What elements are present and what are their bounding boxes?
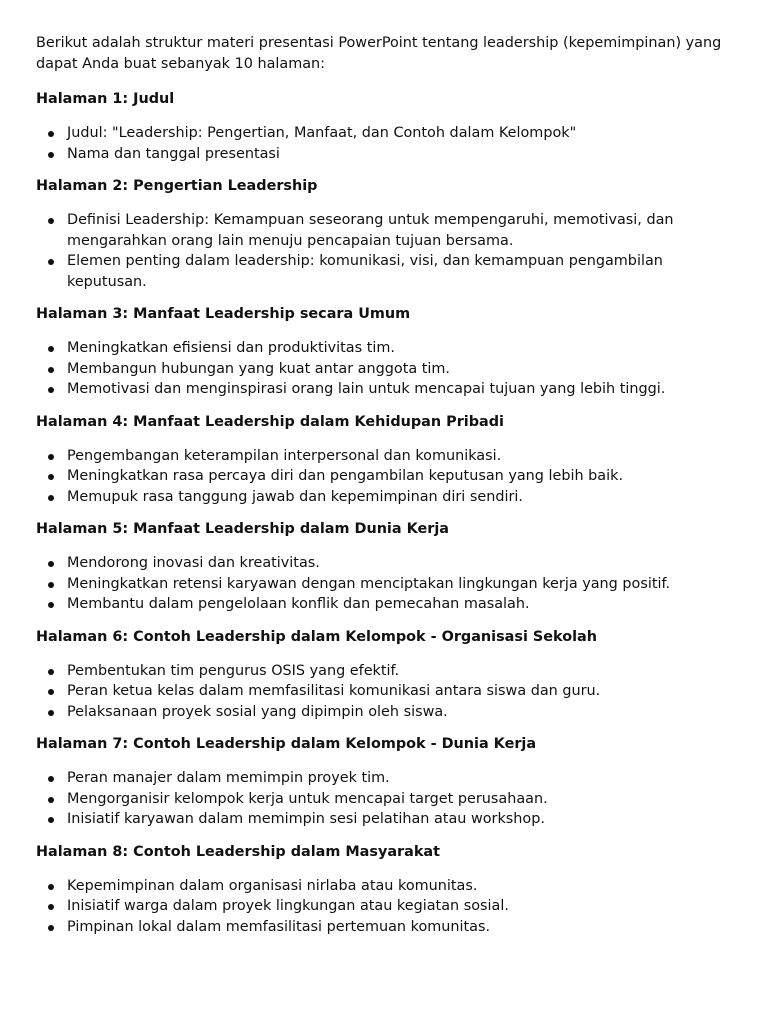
bullet-icon <box>48 561 54 567</box>
bullet-icon <box>48 454 54 460</box>
bullet-icon <box>48 797 54 803</box>
section-5 <box>36 519 732 615</box>
bullet-icon <box>48 495 54 501</box>
list-item <box>36 681 732 702</box>
list-item <box>36 144 732 165</box>
list-item-text: Definisi Leadership: Kemampuan seseorang untuk mempengaruhi, memotivasi, dan mengarahkan orang lain menuju pencapaian tujuan bersama. <box>67 212 674 249</box>
list-item <box>36 876 732 897</box>
bullet-icon <box>48 710 54 716</box>
section-title: Halaman 2: Pengertian Leadership <box>36 178 318 194</box>
list-item <box>36 359 732 380</box>
list-item-text: Pelaksanaan proyek sosial yang dipimpin oleh siswa. <box>67 703 448 720</box>
section-title: Halaman 6: Contoh Leadership dalam Kelompok - Organisasi Sekolah <box>36 628 597 645</box>
list-item <box>36 210 732 251</box>
bullet-icon <box>48 776 54 782</box>
section-title: Halaman 3: Manfaat Leadership secara Umum <box>36 306 411 322</box>
section-title: Halaman 7: Contoh Leadership dalam Kelompok - Dunia Kerja <box>36 736 537 752</box>
bullet-icon <box>48 602 54 608</box>
intro-paragraph: Berikut adalah struktur materi presentasi PowerPoint tentang leadership (kepemimpinan) yang dapat Anda buat sebanyak 10 halaman: <box>36 35 722 72</box>
section-title: Halaman 5: Manfaat Leadership dalam Dunia Kerja <box>36 521 449 537</box>
bullet-icon <box>48 367 54 373</box>
list-item-text: Elemen penting dalam leadership: komunikasi, visi, dan kemampuan pengambilan keputusan. <box>67 253 663 290</box>
list-item <box>36 768 732 789</box>
list-item <box>36 487 732 508</box>
list-item-text: Pengembangan keterampilan interpersonal dan komunikasi. <box>67 447 502 464</box>
list-item <box>36 809 732 830</box>
bullet-icon <box>48 582 54 588</box>
bullet-icon <box>48 259 54 265</box>
list-item <box>36 446 732 467</box>
list-item-text: Inisiatif warga dalam proyek lingkungan atau kegiatan sosial. <box>67 898 509 914</box>
section-6 <box>36 627 732 723</box>
bullet-list <box>36 553 732 615</box>
bullet-list <box>36 446 732 508</box>
bullet-list <box>36 768 732 830</box>
list-item-text: Meningkatkan rasa percaya diri dan pengambilan keputusan yang lebih baik. <box>67 468 624 484</box>
list-item-text: Kepemimpinan dalam organisasi nirlaba atau komunitas. <box>67 877 478 894</box>
list-item <box>36 661 732 682</box>
section-title: Halaman 8: Contoh Leadership dalam Masyarakat <box>36 843 441 860</box>
list-item-text: Judul: "Leadership: Pengertian, Manfaat, dan Contoh dalam Kelompok" <box>67 125 577 141</box>
list-item-text: Pimpinan lokal dalam memfasilitasi pertemuan komunitas. <box>67 918 491 935</box>
bullet-icon <box>48 669 54 675</box>
section-title: Halaman 4: Manfaat Leadership dalam Kehidupan Pribadi <box>36 413 504 430</box>
list-item-text: Meningkatkan efisiensi dan produktivitas tim. <box>67 340 395 356</box>
bullet-icon <box>48 346 54 352</box>
list-item <box>36 379 732 400</box>
list-item-text: Membangun hubungan yang kuat antar anggota tim. <box>67 360 450 377</box>
list-item-text: Nama dan tanggal presentasi <box>67 145 280 162</box>
list-item-text: Meningkatkan retensi karyawan dengan menciptakan lingkungan kerja yang positif. <box>67 575 671 592</box>
section-4 <box>36 412 732 508</box>
list-item <box>36 702 732 723</box>
list-item-text: Pembentukan tim pengurus OSIS yang efektif. <box>67 662 400 679</box>
list-item-text: Peran ketua kelas dalam memfasilitasi komunikasi antara siswa dan guru. <box>67 683 601 699</box>
section-3 <box>36 304 732 400</box>
bullet-list <box>36 210 732 292</box>
bullet-list <box>36 661 732 723</box>
list-item-text: Memotivasi dan menginspirasi orang lain untuk mencapai tujuan yang lebih tinggi. <box>67 381 666 397</box>
bullet-icon <box>48 152 54 158</box>
section-title: Halaman 1: Judul <box>36 91 175 107</box>
list-item <box>36 594 732 615</box>
list-item <box>36 896 732 917</box>
bullet-icon <box>48 925 54 931</box>
list-item <box>36 553 732 574</box>
bullet-list <box>36 876 732 938</box>
list-item <box>36 789 732 810</box>
section-8 <box>36 842 732 938</box>
bullet-icon <box>48 218 54 224</box>
bullet-icon <box>48 817 54 823</box>
list-item-text: Mendorong inovasi dan kreativitas. <box>67 555 320 571</box>
bullet-list <box>36 338 732 400</box>
bullet-icon <box>48 131 54 137</box>
bullet-icon <box>48 387 54 393</box>
list-item-text: Inisiatif karyawan dalam memimpin sesi pelatihan atau workshop. <box>67 811 545 827</box>
bullet-icon <box>48 689 54 695</box>
section-7 <box>36 734 732 830</box>
list-item <box>36 466 732 487</box>
list-item-text: Memupuk rasa tanggung jawab dan kepemimpinan diri sendiri. <box>67 488 523 505</box>
bullet-icon <box>48 904 54 910</box>
section-1 <box>36 89 732 164</box>
list-item <box>36 251 732 292</box>
list-item <box>36 123 732 144</box>
list-item-text: Peran manajer dalam memimpin proyek tim. <box>67 770 390 786</box>
list-item <box>36 574 732 595</box>
list-item-text: Membantu dalam pengelolaan konflik dan pemecahan masalah. <box>67 596 530 612</box>
bullet-icon <box>48 474 54 480</box>
bullet-icon <box>48 884 54 890</box>
list-item-text: Mengorganisir kelompok kerja untuk mencapai target perusahaan. <box>67 790 548 807</box>
section-2 <box>36 176 732 292</box>
list-item <box>36 338 732 359</box>
bullet-list <box>36 123 732 164</box>
list-item <box>36 917 732 938</box>
